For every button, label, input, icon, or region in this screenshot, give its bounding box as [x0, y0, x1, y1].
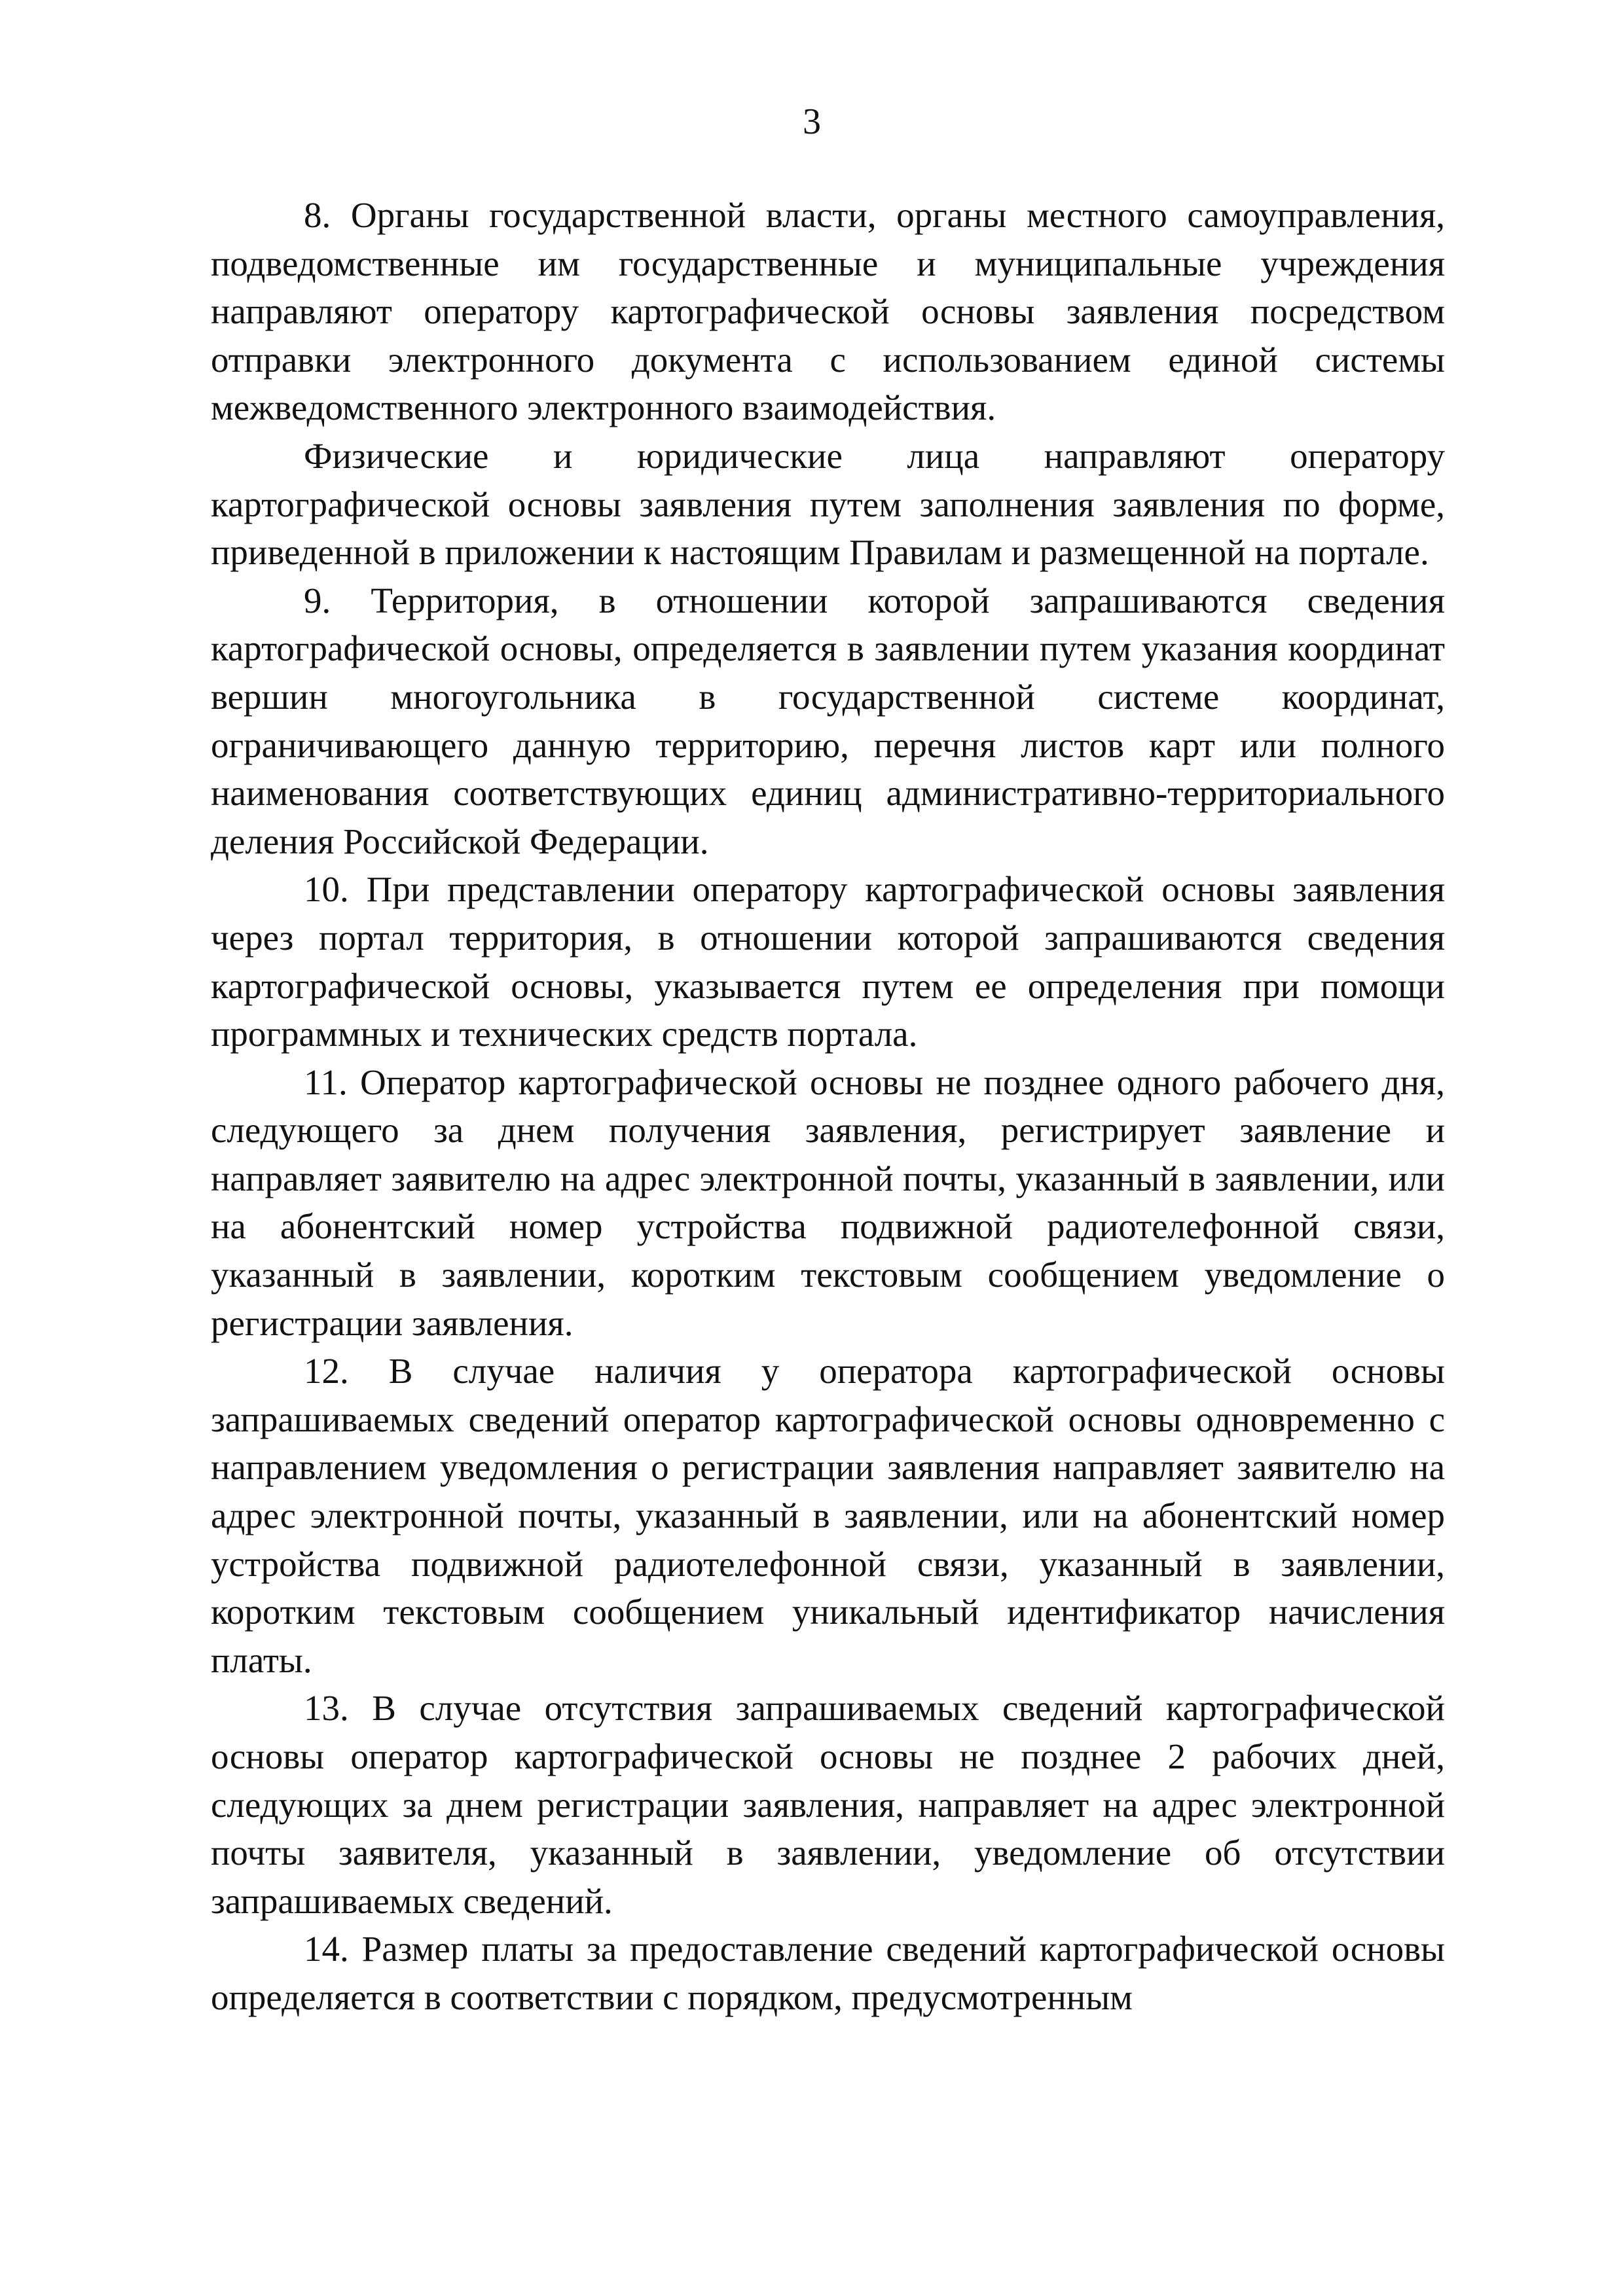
document-body: [211, 191, 1445, 2022]
paragraph-11: 11. Оператор картографической основы не позднее одного рабочего дня, следующего за днем получения заявления, регистрирует заявление и направляет заявителю на адрес электронной почты, указанный в заявлении, или на абонентский номер устройства подвижной радиотелефонной связи, указанный в заявлении, коротким текстовым сообщением уведомление о регистрации заявления.: [211, 1062, 1445, 1343]
paragraph-9: 9. Территория, в отношении которой запрашиваются сведения картографической основы, определяется в заявлении путем указания координат вершин многоугольника в государственной системе координат, ограничивающего данную территорию, перечня листов карт или полного наименования соответствующих единиц административно-территориального деления Российской Федерации.: [211, 580, 1445, 861]
paragraph-13: 13. В случае отсутствия запрашиваемых сведений картографической основы оператор картографической основы не позднее 2 рабочих дней, следующих за днем регистрации заявления, направляет на адрес электронной почты заявителя, указанный в заявлении, уведомление об отсутствии запрашиваемых сведений.: [211, 1688, 1445, 1921]
paragraph-14: 14. Размер платы за предоставление сведений картографической основы определяется в соответствии с порядком, предусмотренным: [211, 1929, 1445, 2017]
paragraph-10: 10. При представлении оператору картографической основы заявления через портал территория, в отношении которой запрашиваются сведения картографической основы, указывается путем ее определения при помощи программных и технических средств портала.: [211, 869, 1445, 1054]
paragraph-12: 12. В случае наличия у оператора картографической основы запрашиваемых сведений оператор картографической основы одновременно с направлением уведомления о регистрации заявления направляет заявителю на адрес электронной почты, указанный в заявлении, или на абонентский номер устройства подвижной радиотелефонной связи, указанный в заявлении, коротким текстовым сообщением уникальный идентификатор начисления платы.: [211, 1351, 1445, 1680]
paragraph-8: 8. Органы государственной власти, органы местного самоуправления, подведомственные им государственные и муниципальные учреждения направляют оператору картографической основы заявления посредством отправки электронного документа с использованием единой системы межведомственного электронного взаимодействия.: [211, 195, 1445, 428]
paragraph-8-continued: Физические и юридические лица направляют оператору картографической основы заявления путем заполнения заявления по форме, приведенной в приложении к настоящим Правилам и размещенной на портале.: [211, 435, 1445, 573]
page-number: 3: [803, 101, 821, 142]
